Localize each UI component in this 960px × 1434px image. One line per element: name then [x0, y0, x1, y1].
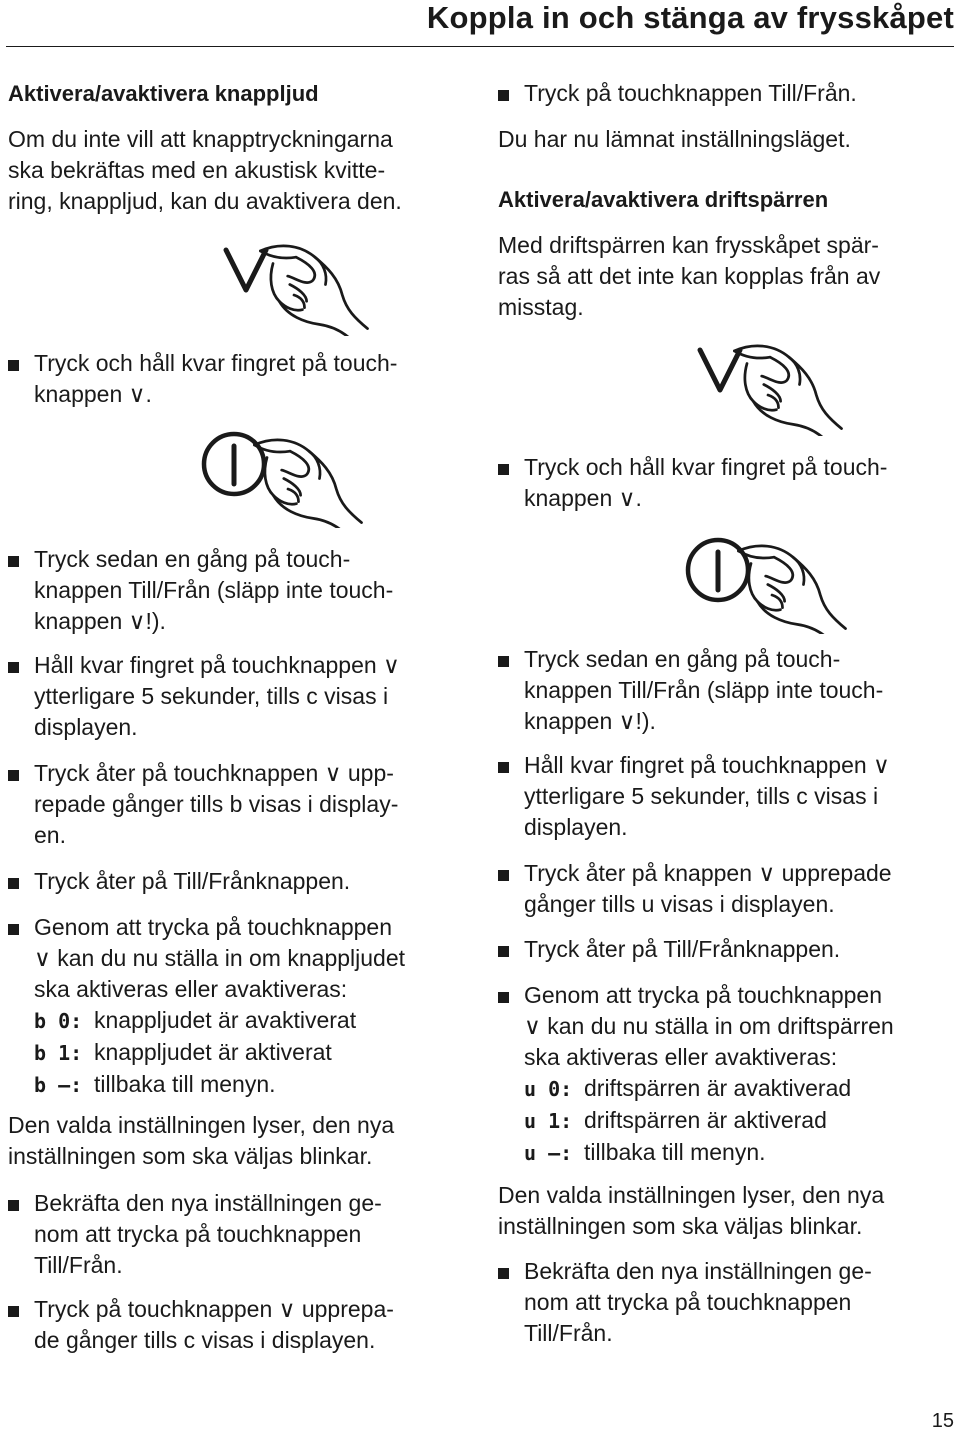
press-down-button-hand-icon [696, 340, 886, 436]
intro-paragraph: Med driftspärren kan frysskåpet spär- ras så att det inte kan kopplas från av misstag. [498, 232, 881, 320]
option-row: u 1: driftspärren är aktiverad [524, 1107, 827, 1133]
bullet-square-icon [8, 878, 19, 889]
option-row: b –: tillbaka till menyn. [34, 1071, 276, 1097]
bullet-square-icon [8, 924, 19, 935]
section-heading-button-sound: Aktivera/avaktivera knappljud [8, 81, 319, 106]
list-item: Håll kvar fingret på touchknappen ∨ ytterligare 5 sekunder, tills c visas i displayen. [498, 750, 953, 843]
bullet-square-icon [498, 1268, 509, 1279]
bullet-square-icon [498, 656, 509, 667]
bullet-square-icon [8, 770, 19, 781]
list-item: Genom att trycka på touchknappen ∨ kan du nu ställa in om knappljudet ska aktiveras eller avaktiveras: b 0: knappljudet är avaktiverat b 1: knappljudet är aktiverat b –: tillbaka till menyn. [8, 912, 466, 1101]
list-item: Tryck på touchknappen Till/Från. [498, 78, 953, 109]
bullet-square-icon [498, 762, 509, 773]
status-paragraph: Du har nu lämnat inställningsläget. [498, 126, 851, 152]
list-item: Tryck och håll kvar fingret på touch- knappen ∨. [498, 452, 953, 514]
bullet-square-icon [498, 464, 509, 475]
list-item: Bekräfta den nya inställningen ge- nom att trycka på touchknappen Till/Från. [8, 1188, 466, 1281]
option-row: b 0: knappljudet är avaktiverat [34, 1007, 357, 1033]
bullet-square-icon [498, 946, 509, 957]
list-item: Tryck åter på touchknappen ∨ upp- repade gånger tills b visas i display- en. [8, 758, 466, 851]
option-row: u 0: driftspärren är avaktiverad [524, 1075, 852, 1101]
press-down-button-hand-icon [222, 240, 412, 336]
bullet-square-icon [8, 1306, 19, 1317]
bullet-square-icon [8, 662, 19, 673]
note-paragraph: Den valda inställningen lyser, den nya inställningen som ska väljas blinkar. [498, 1182, 885, 1239]
bullet-square-icon [498, 90, 509, 101]
power-button-hand-icon [200, 424, 400, 528]
option-row: b 1: knappljudet är aktiverat [34, 1039, 332, 1065]
page-number: 15 [931, 1410, 954, 1432]
list-item: Tryck åter på knappen ∨ upprepade gånger tills u visas i displayen. [498, 858, 953, 920]
list-item: Håll kvar fingret på touchknappen ∨ ytterligare 5 sekunder, tills c visas i displayen. [8, 650, 466, 743]
bullet-square-icon [8, 1200, 19, 1211]
bullet-square-icon [498, 870, 509, 881]
power-button-hand-icon [684, 530, 884, 634]
option-row: u –: tillbaka till menyn. [524, 1139, 766, 1165]
section-heading-lock: Aktivera/avaktivera driftspärren [498, 187, 829, 212]
page-title: Koppla in och stänga av frysskåpet [426, 0, 954, 35]
list-item: Bekräfta den nya inställningen ge- nom att trycka på touchknappen Till/Från. [498, 1256, 953, 1349]
list-item: Tryck och håll kvar fingret på touch- knappen ∨. [8, 348, 466, 410]
list-item: Tryck sedan en gång på touch- knappen Till/Från (släpp inte touch- knappen ∨!). [498, 644, 953, 737]
note-paragraph: Den valda inställningen lyser, den nya inställningen som ska väljas blinkar. [8, 1112, 395, 1169]
intro-paragraph: Om du inte vill att knapptryckningarna ska bekräftas med en akustisk kvitte- ring, knappljud, kan du avaktivera den. [8, 126, 402, 214]
bullet-square-icon [8, 556, 19, 567]
page-header [0, 0, 960, 48]
list-item: Tryck sedan en gång på touch- knappen Till/Från (släpp inte touch- knappen ∨!). [8, 544, 466, 637]
list-item: Tryck på touchknappen ∨ upprepa- de gånger tills c visas i displayen. [8, 1294, 466, 1356]
list-item: Tryck åter på Till/Frånknappen. [8, 866, 466, 897]
bullet-square-icon [498, 992, 509, 1003]
list-item: Genom att trycka på touchknappen ∨ kan du nu ställa in om driftspärren ska aktiveras eller avaktiveras: u 0: driftspärren är avaktiverad u 1: driftspärren är aktiverad u –: tillbaka till menyn. [498, 980, 953, 1169]
bullet-square-icon [8, 360, 19, 371]
list-item: Tryck åter på Till/Frånknappen. [498, 934, 953, 965]
header-divider [6, 46, 954, 47]
